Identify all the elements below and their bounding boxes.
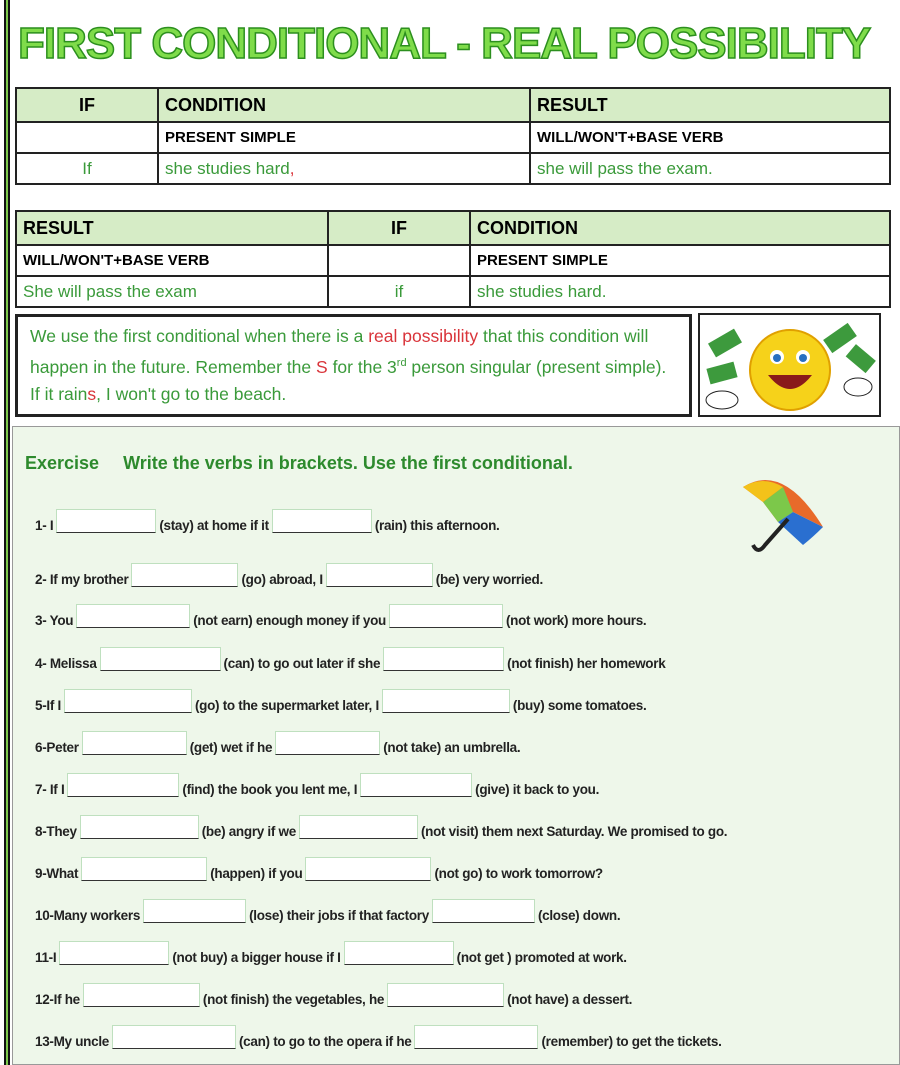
exercise-label: Exercise xyxy=(25,453,100,473)
text: for the 3 xyxy=(327,356,397,377)
explanation-box xyxy=(15,314,692,417)
item-text: (not get ) promoted at work. xyxy=(456,950,627,965)
answer-input[interactable] xyxy=(64,689,192,713)
cell: WILL/WON'T+BASE VERB xyxy=(16,245,328,276)
answer-input[interactable] xyxy=(414,1025,538,1049)
text: We use the first conditional when there is a xyxy=(30,326,369,346)
answer-input[interactable] xyxy=(382,689,510,713)
item-text: (stay) at home if it xyxy=(159,518,269,533)
exercise-item xyxy=(35,727,520,755)
header-if: IF xyxy=(328,211,470,245)
item-text: (find) the book you lent me, I xyxy=(182,782,358,797)
exercise-panel xyxy=(12,426,900,1065)
exercise-item xyxy=(35,853,603,881)
answer-input[interactable] xyxy=(81,857,207,881)
item-text: (not finish) the vegetables, he xyxy=(202,992,385,1007)
answer-input[interactable] xyxy=(76,604,190,628)
answer-input[interactable] xyxy=(143,899,246,923)
cell: If xyxy=(16,153,158,184)
answer-input[interactable] xyxy=(131,563,238,587)
answer-input[interactable] xyxy=(67,773,179,797)
item-text: 6-Peter xyxy=(35,740,79,755)
answer-input[interactable] xyxy=(83,983,200,1007)
answer-input[interactable] xyxy=(100,647,221,671)
item-text: 9-What xyxy=(35,866,79,881)
answer-input[interactable] xyxy=(360,773,472,797)
exercise-item xyxy=(35,600,646,628)
item-text: 12-If he xyxy=(35,992,80,1007)
header-result: RESULT xyxy=(530,88,890,122)
item-text: 7- If I xyxy=(35,782,65,797)
exercise-item xyxy=(35,559,543,587)
exercise-item xyxy=(35,769,599,797)
item-text: 2- If my brother xyxy=(35,572,129,587)
item-text: (get) wet if he xyxy=(189,740,273,755)
answer-input[interactable] xyxy=(299,815,418,839)
highlight: s xyxy=(87,383,97,404)
item-text: (remember) to get the tickets. xyxy=(541,1034,722,1049)
item-text: (buy) some tomatoes. xyxy=(512,698,647,713)
header-condition: CONDITION xyxy=(470,211,890,245)
cell-text: she studies hard xyxy=(165,158,290,178)
highlight: real possibility xyxy=(368,326,479,346)
item-text: (not go) to work tomorrow? xyxy=(434,866,603,881)
item-text: (not earn) enough money if you xyxy=(193,613,386,628)
answer-input[interactable] xyxy=(326,563,433,587)
if-result-table xyxy=(15,87,891,185)
answer-input[interactable] xyxy=(112,1025,236,1049)
item-text: (not visit) them next Saturday. We promised to go. xyxy=(420,824,728,839)
header-if: IF xyxy=(16,88,158,122)
answer-input[interactable] xyxy=(305,857,431,881)
cell: if xyxy=(328,276,470,307)
text: , I won't go to the beach. xyxy=(96,383,287,404)
cell xyxy=(328,245,470,276)
exercise-instruction: Write the verbs in brackets. Use the first conditional. xyxy=(123,453,573,473)
answer-input[interactable] xyxy=(389,604,503,628)
item-text: (not buy) a bigger house if I xyxy=(172,950,341,965)
cell xyxy=(158,153,530,184)
item-text: 13-My uncle xyxy=(35,1034,109,1049)
cell xyxy=(16,122,158,153)
item-text: (happen) if you xyxy=(210,866,303,881)
header-result: RESULT xyxy=(16,211,328,245)
item-text: (can) to go out later if she xyxy=(223,656,381,671)
item-text: (not have) a dessert. xyxy=(507,992,633,1007)
page-title: FIRST CONDITIONAL - REAL POSSIBILITY xyxy=(18,19,871,68)
cell: she studies hard. xyxy=(470,276,890,307)
answer-input[interactable] xyxy=(82,731,187,755)
result-if-table xyxy=(15,210,891,308)
answer-input[interactable] xyxy=(80,815,199,839)
cell: PRESENT SIMPLE xyxy=(158,122,530,153)
highlight: S xyxy=(316,356,328,377)
exercise-item xyxy=(35,937,627,965)
cell: she will pass the exam. xyxy=(530,153,890,184)
exercise-item xyxy=(35,685,646,713)
answer-input[interactable] xyxy=(344,941,454,965)
item-text: 5-If I xyxy=(35,698,61,713)
item-text: (go) to the supermarket later, I xyxy=(194,698,379,713)
answer-input[interactable] xyxy=(387,983,504,1007)
comma: , xyxy=(289,158,295,178)
superscript: rd xyxy=(396,357,407,369)
item-text: 1- I xyxy=(35,518,54,533)
item-text: 11-I xyxy=(35,950,57,965)
item-text: (give) it back to you. xyxy=(475,782,600,797)
exercise-item xyxy=(35,895,620,923)
item-text: (not work) more hours. xyxy=(505,613,647,628)
item-text: (not finish) her homework xyxy=(507,656,666,671)
text: person singular (present simple). If it rain xyxy=(30,356,667,404)
header-condition: CONDITION xyxy=(158,88,530,122)
cell: She will pass the exam xyxy=(16,276,328,307)
cell: WILL/WON'T+BASE VERB xyxy=(530,122,890,153)
item-text: (rain) this afternoon. xyxy=(374,518,500,533)
umbrella-icon xyxy=(733,467,828,557)
item-text: (go) abroad, I xyxy=(241,572,323,587)
exercise-item xyxy=(35,643,665,671)
item-text: 10-Many workers xyxy=(35,908,141,923)
item-text: (close) down. xyxy=(537,908,621,923)
answer-input[interactable] xyxy=(272,509,372,533)
item-text: 3- You xyxy=(35,613,74,628)
item-text: (not take) an umbrella. xyxy=(383,740,521,755)
text: that this condition will happen in the future. Remember the xyxy=(30,326,649,377)
item-text: (be) angry if we xyxy=(201,824,296,839)
answer-input[interactable] xyxy=(275,731,380,755)
exercise-item xyxy=(35,811,727,839)
exercise-item xyxy=(35,979,632,1007)
item-text: 8-They xyxy=(35,824,77,839)
smiley-money-image xyxy=(698,313,881,417)
item-text: (can) to go to the opera if he xyxy=(238,1034,412,1049)
item-text: (lose) their jobs if that factory xyxy=(249,908,429,923)
answer-input[interactable] xyxy=(383,647,504,671)
item-text: (be) very worried. xyxy=(435,572,543,587)
item-text: 4- Melissa xyxy=(35,656,97,671)
answer-input[interactable] xyxy=(56,509,156,533)
answer-input[interactable] xyxy=(432,899,535,923)
exercise-item xyxy=(35,1021,722,1049)
page-left-border xyxy=(4,0,10,1065)
cell: PRESENT SIMPLE xyxy=(470,245,890,276)
exercise-item xyxy=(35,505,499,533)
answer-input[interactable] xyxy=(59,941,169,965)
exercise-heading xyxy=(25,453,597,474)
